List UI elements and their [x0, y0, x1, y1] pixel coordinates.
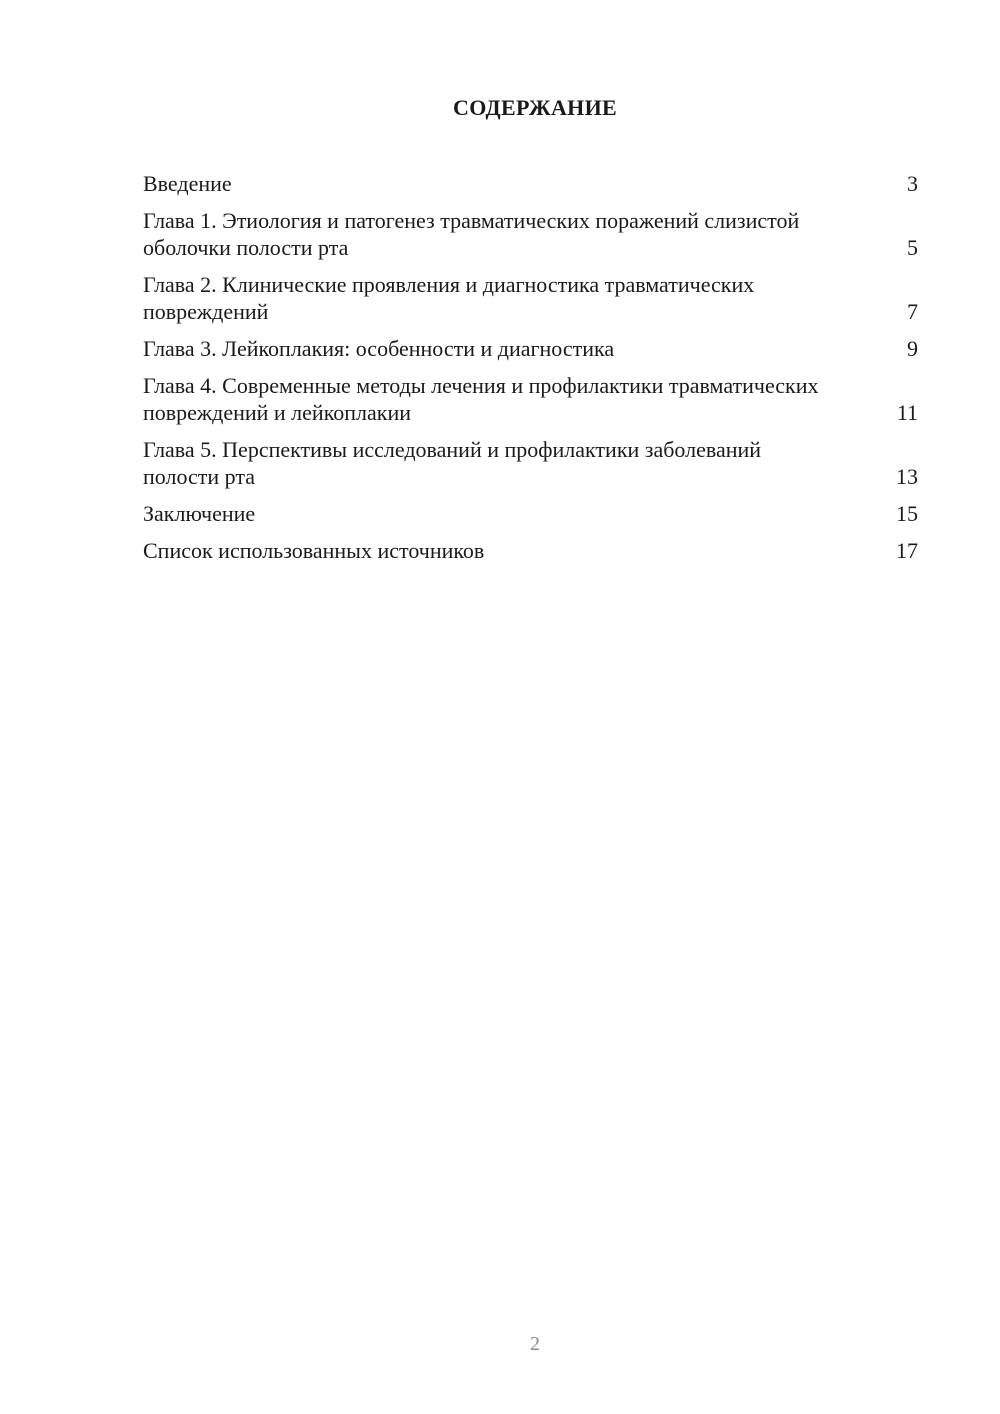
toc-entry-page: 7 — [907, 299, 918, 324]
toc-entry-text: Глава 2. Клинические проявления и диагностика травматических повреждений — [143, 272, 755, 324]
toc-entry-page: 17 — [896, 538, 918, 563]
toc-entry-references — [143, 537, 918, 564]
toc-entry-page: 3 — [907, 171, 918, 196]
toc-entry-text: Глава 3. Лейкоплакия: особенности и диагностика — [143, 336, 615, 361]
toc-entry-text: Заключение — [143, 501, 256, 526]
toc-entry-page: 15 — [896, 501, 918, 526]
toc-entry-chapter-3 — [143, 335, 918, 362]
toc-entry-chapter-4 — [143, 372, 918, 426]
toc-entry-chapter-5 — [143, 436, 918, 490]
toc-entry-page: 13 — [896, 464, 918, 489]
toc-list — [143, 170, 918, 574]
toc-entry-text: Глава 1. Этиология и патогенез травматических поражений слизистой оболочки полости рта — [143, 208, 800, 260]
toc-entry-text: Глава 5. Перспективы исследований и профилактики заболеваний полости рта — [143, 437, 762, 489]
toc-entry-text: Введение — [143, 171, 232, 196]
toc-entry-text: Список использованных источников — [143, 538, 485, 563]
toc-entry-chapter-2 — [143, 271, 918, 325]
toc-entry-chapter-1 — [143, 207, 918, 261]
toc-entry-conclusion — [143, 500, 918, 527]
toc-entry-page: 11 — [896, 400, 918, 425]
toc-title: СОДЕРЖАНИЕ — [453, 95, 617, 120]
toc-entry-text: Глава 4. Современные методы лечения и профилактики травматических повреждений и лейкоплакии — [143, 373, 819, 425]
toc-entry-introduction — [143, 170, 918, 197]
page-number: 2 — [530, 1333, 540, 1355]
toc-entry-page: 5 — [907, 235, 918, 260]
toc-entry-page: 9 — [907, 336, 918, 361]
